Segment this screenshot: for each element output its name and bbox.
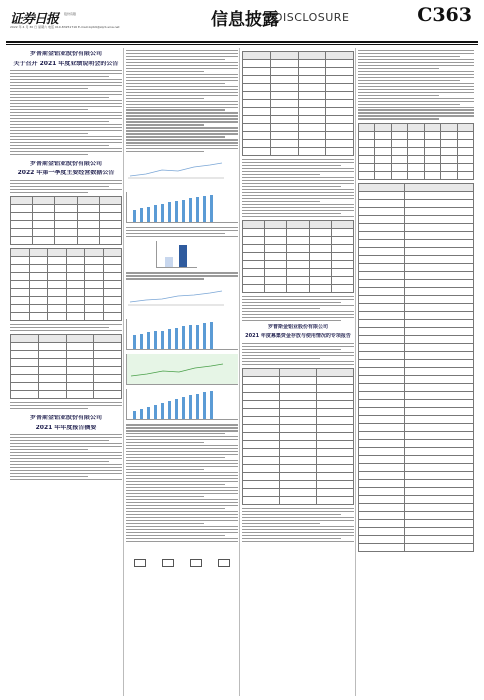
body-text [126, 50, 238, 153]
bar-chart-figure [126, 319, 238, 350]
bar-chart-figure [126, 192, 238, 223]
notice-title: 2021 年年度报告摘要 [35, 424, 97, 431]
masthead [6, 4, 478, 44]
page-number: C363 [417, 4, 472, 26]
notice-company: 罗普斯金铝业股份有限公司 [29, 51, 102, 57]
line-chart-figure [126, 158, 226, 180]
body-text [10, 180, 122, 193]
notice-title: 2021 年度募集资金存放与使用情况的专项报告 [245, 333, 351, 340]
column-divider [355, 48, 356, 696]
section-title: 信息披露 [211, 10, 279, 30]
notice-company: 罗普斯金铝业股份有限公司 [29, 415, 102, 422]
column-divider [239, 48, 240, 696]
column-2 [126, 48, 238, 696]
notice-company: 罗普斯金铝业股份有限公司 [29, 160, 102, 167]
edition-label: 股份有限 [64, 12, 77, 16]
notice-title: 2022 年第一季度主要经营数据公告 [17, 170, 115, 177]
column-3 [242, 48, 354, 696]
section-subtitle: DISCLOSURE [274, 11, 350, 24]
dateline: 2022 年 4 月 30 日 星期六 电话 010-83251716 E-mail:zqrb9@zqrb.sina.net [10, 25, 120, 29]
notice-company: 罗普斯金铝业股份有限公司 [267, 323, 328, 330]
notice-block [10, 161, 122, 409]
data-table [242, 368, 354, 505]
data-table [242, 220, 354, 293]
column-4 [358, 48, 474, 696]
notice-block [242, 324, 354, 542]
data-table [10, 248, 122, 321]
column-1 [10, 48, 122, 696]
data-table [242, 51, 354, 156]
column-divider [123, 48, 124, 696]
data-table [358, 123, 474, 180]
data-table [10, 334, 122, 399]
newspaper-logo: 证券日报 [10, 12, 59, 27]
data-table [358, 183, 474, 552]
body-text [10, 70, 122, 155]
notice-title: 关于召开 2021 年度业绩说明会的公告 [13, 60, 119, 67]
bar-chart-figure [156, 241, 197, 268]
flow-diagram [126, 548, 238, 578]
line-chart-figure [126, 285, 226, 307]
masthead-rule [6, 41, 478, 43]
area-chart-figure [126, 354, 238, 385]
notice-block [10, 51, 122, 155]
bar-chart-figure [126, 389, 238, 420]
masthead-rule-thin [6, 44, 478, 45]
notice-block [10, 415, 122, 480]
data-table [10, 196, 122, 245]
